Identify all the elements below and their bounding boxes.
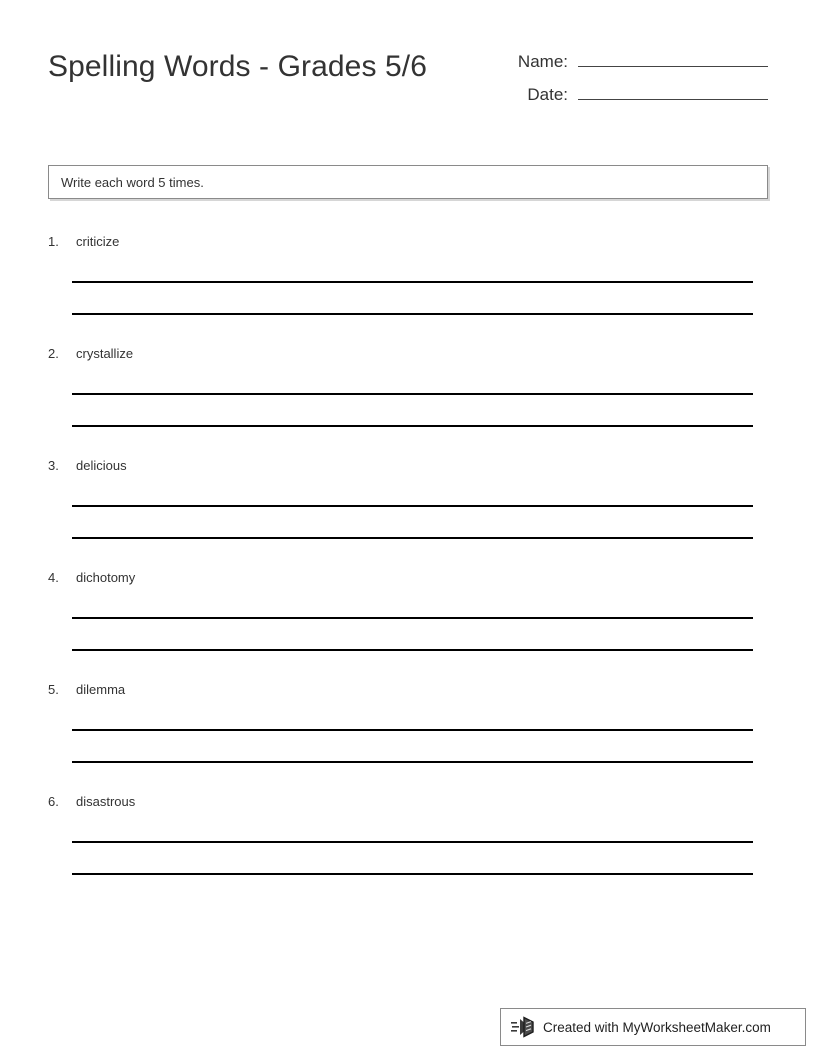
instruction-box bbox=[48, 165, 768, 199]
word-list bbox=[48, 230, 768, 902]
writing-line[interactable] bbox=[72, 313, 753, 315]
writing-line[interactable] bbox=[72, 761, 753, 763]
list-item bbox=[48, 790, 768, 902]
date-label: Date: bbox=[527, 85, 568, 104]
writing-line[interactable] bbox=[72, 425, 753, 427]
word-heading bbox=[48, 346, 133, 361]
word-text: crystallize bbox=[76, 346, 134, 361]
writing-line[interactable] bbox=[72, 393, 753, 395]
created-with-badge[interactable] bbox=[500, 1008, 806, 1046]
writing-line[interactable] bbox=[72, 505, 753, 507]
word-number: 4. bbox=[48, 570, 59, 585]
word-number: 5. bbox=[48, 682, 59, 697]
writing-line[interactable] bbox=[72, 537, 753, 539]
word-text: dichotomy bbox=[76, 570, 136, 585]
writing-line[interactable] bbox=[72, 729, 753, 731]
writing-line[interactable] bbox=[72, 649, 753, 651]
word-text: delicious bbox=[76, 458, 127, 473]
page-title: Spelling Words - Grades 5/6 bbox=[48, 50, 427, 83]
writing-line[interactable] bbox=[72, 873, 753, 875]
name-label: Name: bbox=[517, 52, 568, 71]
word-number: 6. bbox=[48, 794, 59, 809]
word-number: 2. bbox=[48, 346, 59, 361]
quill-pen-icon bbox=[511, 1015, 537, 1039]
writing-line[interactable] bbox=[72, 617, 753, 619]
instruction-text: Write each word 5 times. bbox=[61, 174, 204, 190]
list-item bbox=[48, 678, 768, 790]
word-heading bbox=[48, 794, 135, 809]
writing-line[interactable] bbox=[72, 841, 753, 843]
name-date-group bbox=[496, 49, 768, 115]
list-item bbox=[48, 566, 768, 678]
word-text: dilemma bbox=[76, 682, 126, 697]
list-item bbox=[48, 342, 768, 454]
name-input-line[interactable] bbox=[578, 49, 768, 67]
worksheet-header bbox=[48, 44, 768, 124]
word-number: 3. bbox=[48, 458, 59, 473]
word-heading bbox=[48, 682, 125, 697]
date-row bbox=[496, 82, 768, 115]
word-heading bbox=[48, 234, 119, 249]
word-heading bbox=[48, 458, 127, 473]
word-heading bbox=[48, 570, 135, 585]
created-with-text: Created with MyWorksheetMaker.com bbox=[543, 1019, 771, 1035]
list-item bbox=[48, 230, 768, 342]
word-text: disastrous bbox=[76, 794, 136, 809]
writing-line[interactable] bbox=[72, 281, 753, 283]
date-input-line[interactable] bbox=[578, 82, 768, 100]
word-number: 1. bbox=[48, 234, 59, 249]
name-row bbox=[496, 49, 768, 82]
word-text: criticize bbox=[76, 234, 120, 249]
list-item bbox=[48, 454, 768, 566]
